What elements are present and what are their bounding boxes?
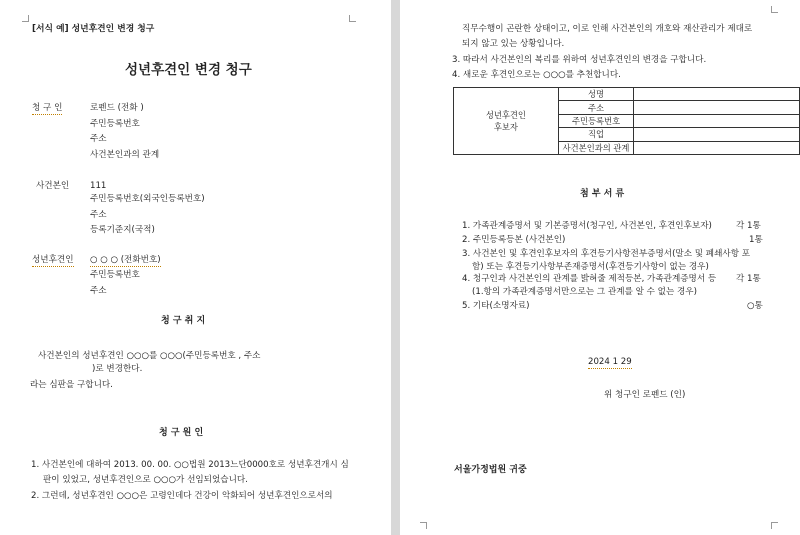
subject-rrn: 주민등록번호(외국인등록번호) [90,194,205,204]
claimant-name-phone: 로펜드 (전화 ) [90,103,144,113]
attachment-5-count: ○통 [747,301,763,311]
court-addressee: 서울가정법원 귀중 [454,465,527,475]
attachment-3-line-2: 함) 또는 후견등기사항부존재증명서(후견등기사항이 없는 경우) [472,262,709,272]
subject-address: 주소 [90,210,107,220]
row-label-relation: 사건본인과의 관계 [558,141,633,154]
claim-date: 2024 1 29 [588,357,632,367]
reason-3: 3. 따라서 사건본인의 복리를 위하여 성년후견인의 변경을 구합니다. [452,55,707,65]
form-header: [서식 예] 성년후견인 변경 청구 [32,24,155,34]
row-label-rrn: 주민등록번호 [558,114,633,127]
claimant-label: 청 구 인 [32,103,63,113]
claimant-rrn: 주민등록번호 [90,119,140,129]
attachment-1: 1. 가족관계증명서 및 기본증명서(청구인, 사건본인, 후견인후보자) [462,221,712,231]
subject-label: 사건본인 [36,181,70,191]
guardian-label: 성년후견인 [32,255,74,265]
purpose-line-2: )로 변경한다. [92,364,143,374]
reason-1-line-1: 1. 사건본인에 대하여 2013. 00. 00. ○○법원 2013느단0000호로 성년후견개시 심 [31,460,349,470]
attachment-4-line-1: 4. 청구인과 사건본인의 관계를 밝혀줄 제적등본, 가족관계증명서 등 [462,274,717,284]
table-row [454,88,800,101]
attachment-3-line-1: 3. 사건본인 및 후견인후보자의 후견등기사항전부증명서(말소 및 폐쇄사항 포 [462,249,751,259]
subject-registry: 등록기준지(국적) [90,225,155,235]
continued-line-1: 직무수행이 곤란한 상태이고, 이로 인해 사건본인의 개호와 재산관리가 제대로 [462,24,753,34]
claimant-address: 주소 [90,134,107,144]
signature-line: 위 청구인 로펜드 (인) [604,390,686,400]
attachment-4-line-2: (1.항의 가족관계증명서만으로는 그 관계를 알 수 없는 경우) [472,287,697,297]
subject-name: 111 [90,181,107,191]
page-corner-mark [771,6,778,13]
attachment-2-count: 1통 [749,235,763,245]
candidate-table [453,87,800,155]
reasons-heading: 청 구 원 인 [159,428,204,438]
attachment-5: 5. 기타(소명자료) [462,301,530,311]
reason-1-line-2: 판이 있었고, 성년후견인으로 ○○○가 선임되었습니다. [43,475,248,485]
purpose-line-1: 사건본인의 성년후견인 ○○○를 ○○○(주민등록번호 , 주소 [38,351,261,361]
attachments-heading: 첨 부 서 류 [580,189,625,199]
candidate-header-line-1: 성년후견인 [485,109,526,120]
row-label-address: 주소 [558,101,633,114]
row-value-relation [634,141,800,154]
left-document-page [0,0,391,535]
row-value-job [634,128,800,141]
page-corner-mark [22,15,29,22]
guardian-name-phone: ○ ○ ○ (전화번호) [90,255,161,265]
row-value-address [634,101,800,114]
page-separator [391,0,400,535]
guardian-rrn: 주민등록번호 [90,270,140,280]
row-label-name: 성명 [558,88,633,101]
reason-4: 4. 새로운 후견인으로는 ○○○를 추천합니다. [452,70,621,80]
candidate-header-line-2: 후보자 [493,121,518,132]
purpose-line-3: 라는 심판을 구합니다. [30,380,113,390]
page-corner-mark [771,522,778,529]
row-value-name [634,88,800,101]
purpose-heading: 청 구 취 지 [161,316,206,326]
row-value-rrn [634,114,800,127]
attachment-4-count: 각 1통 [736,274,761,284]
guardian-address: 주소 [90,286,107,296]
reason-2-line-1: 2. 그런데, 성년후견인 ○○○은 고령인데다 건강이 악화되어 성년후견인으로서의 [31,491,333,501]
page-corner-mark [420,522,427,529]
candidate-header-cell [454,88,559,155]
continued-line-2: 되지 않고 있는 상황입니다. [462,39,565,49]
row-label-job: 직업 [558,128,633,141]
attachment-2: 2. 주민등록등본 (사건본인) [462,235,566,245]
page-corner-mark [349,15,356,22]
document-title: 성년후견인 변경 청구 [125,62,252,78]
attachment-1-count: 각 1통 [736,221,761,231]
claimant-relation: 사건본인과의 관계 [90,150,160,160]
